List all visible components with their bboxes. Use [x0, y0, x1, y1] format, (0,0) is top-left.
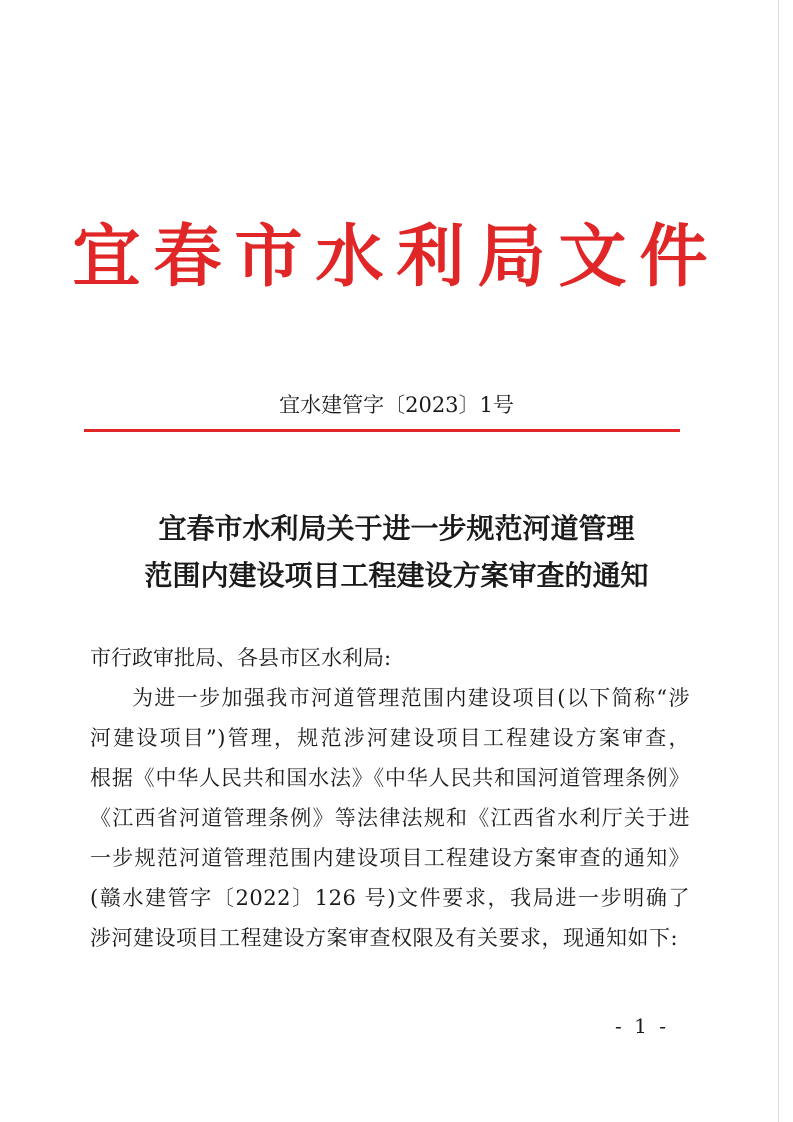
body-line: 涉河建设项目工程建设方案审查权限及有关要求，现通知如下:	[90, 926, 679, 950]
letterhead-title: 宜春市水利局文件	[72, 218, 721, 297]
notice-title-line-2: 范围内建设项目工程建设方案审查的通知	[144, 559, 649, 592]
body-line: 河建设项目”)管理，规范涉河建设项目工程建设方案审查，	[90, 726, 690, 750]
body-paragraph	[90, 678, 690, 958]
body-line: 为进一步加强我市河道管理范围内建设项目(以下简称“涉	[132, 686, 690, 710]
body-line: 根据《中华人民共和国水法》《中华人民共和国河道管理条例》	[90, 766, 690, 790]
page-number: - 1 -	[615, 1014, 669, 1038]
body-line: 《江西省河道管理条例》等法律法规和《江西省水利厅关于进	[90, 806, 690, 830]
scan-edge-divider	[778, 0, 779, 1122]
body-line: 一步规范河道管理范围内建设项目工程建设方案审查的通知》	[90, 846, 690, 870]
red-divider-line	[84, 429, 680, 432]
document-number: 宜水建管字〔2023〕1号	[279, 393, 514, 417]
salutation: 市行政审批局、各县市区水利局:	[90, 646, 392, 670]
body-line: (赣水建管字〔2022〕126 号)文件要求，我局进一步明确了	[90, 886, 690, 910]
notice-title-line-1: 宜春市水利局关于进一步规范河道管理	[158, 512, 635, 545]
notice-title	[60, 505, 733, 599]
